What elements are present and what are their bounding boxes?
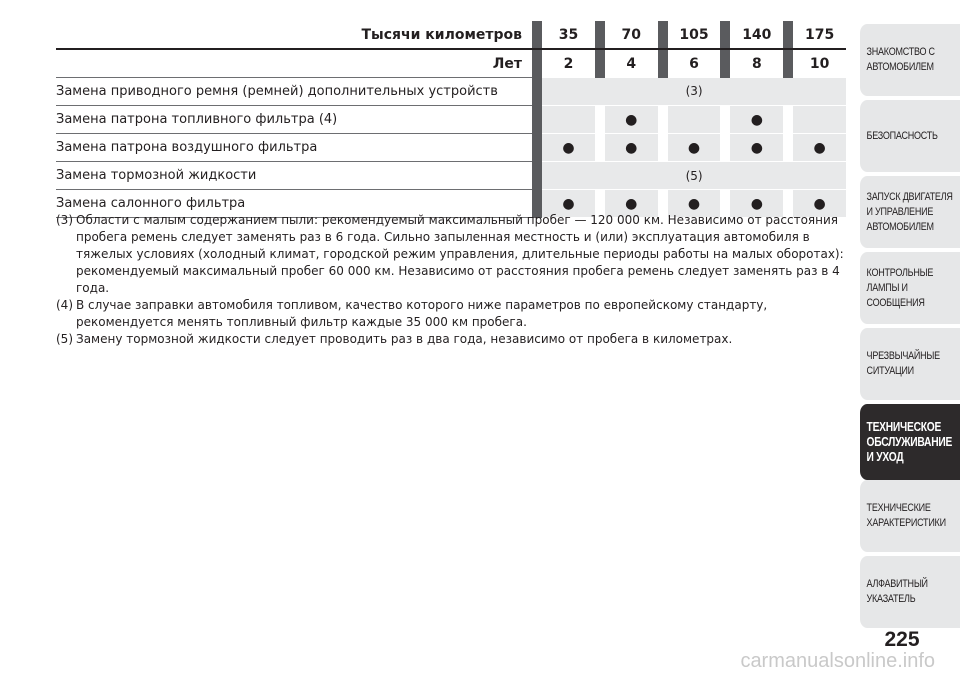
chapter-tab[interactable]	[860, 176, 960, 248]
schedule-cell: ●	[730, 134, 783, 162]
schedule-cell: ●	[730, 190, 783, 218]
footnote	[56, 212, 846, 297]
schedule-cell: ●	[605, 106, 658, 134]
km-header-value: 175	[793, 21, 846, 49]
cell-gap	[720, 134, 730, 162]
footnote-text: Области с малым содержанием пыли: рекомендуемый максимальный пробег — 120 000 км. Независимо от расстояния пробега ремень следует заменять раз в 6 года. Сильно запыленная местность и (или) эксплуатация автомобиля в тяжелых условиях (холодный климат, городской режим управления, длительные периоды работы на малых оборотах): рекомендуемый максимальный пробег 60 000 км. Независимо от расстояния пробега ремень следует заменять раз в 4 года.	[76, 213, 844, 295]
footnote-text: Замену тормозной жидкости следует проводить раз в два года, независимо от пробега в километрах.	[76, 332, 733, 346]
km-header-value: 35	[542, 21, 595, 49]
km-header-value: 140	[730, 21, 783, 49]
column-separator	[595, 49, 605, 78]
column-separator	[532, 162, 542, 190]
table-row	[56, 106, 846, 134]
schedule-cell: ●	[605, 190, 658, 218]
schedule-cell: ●	[668, 134, 721, 162]
column-separator	[783, 49, 793, 78]
column-separator	[532, 106, 542, 134]
chapter-tab[interactable]	[860, 480, 960, 552]
schedule-cell: ●	[793, 190, 846, 218]
chapter-tab-label: БЕЗОПАСНОСТЬ	[866, 129, 938, 142]
years-header-value: 10	[809, 55, 830, 72]
column-separator	[532, 134, 542, 162]
chapter-tab-label: ЗНАКОМСТВО С АВТОМОБИЛЕМ	[866, 46, 935, 73]
km-header-value: 70	[605, 21, 658, 49]
maintenance-schedule-table	[56, 21, 846, 218]
km-header-value: 105	[668, 21, 721, 49]
column-separator	[532, 78, 542, 106]
row-label: Замена тормозной жидкости	[56, 162, 532, 190]
chapter-tab[interactable]	[860, 556, 960, 628]
schedule-cell	[668, 106, 721, 134]
footnote-number: (4)	[56, 298, 73, 312]
schedule-cell: ●	[542, 190, 595, 218]
years-header-value: 4	[626, 55, 637, 72]
schedule-cell	[793, 106, 846, 134]
column-separator	[532, 49, 542, 78]
chapter-tab[interactable]	[860, 404, 960, 480]
row-label: Замена приводного ремня (ремней) дополнительных устройств	[56, 78, 532, 106]
chapter-tab-label: КОНТРОЛЬНЫЕ ЛАМПЫ И СООБЩЕНИЯ	[866, 266, 934, 309]
column-separator	[720, 21, 730, 49]
km-header-label: Тысячи километров	[56, 21, 532, 49]
cell-gap	[658, 134, 668, 162]
watermark: carmanualsonline.info	[740, 650, 935, 672]
chapter-tab-label: АЛФАВИТНЫЙ УКАЗАТЕЛЬ	[866, 578, 928, 605]
years-header-value: 2	[563, 55, 574, 72]
cell-gap	[658, 106, 668, 134]
years-header	[56, 49, 846, 78]
table-row	[56, 134, 846, 162]
schedule-cell: ●	[542, 134, 595, 162]
footnote	[56, 297, 846, 331]
column-separator	[783, 21, 793, 49]
cell-gap	[595, 134, 605, 162]
chapter-tab-label: ЧРЕЗВЫЧАЙНЫЕ СИТУАЦИИ	[866, 350, 940, 377]
row-label: Замена патрона топливного фильтра (4)	[56, 106, 532, 134]
row-label: Замена салонного фильтра	[56, 190, 532, 218]
chapter-tab-label: ЗАПУСК ДВИГАТЕЛЯ И УПРАВЛЕНИЕ АВТОМОБИЛЕМ	[866, 190, 953, 233]
chapter-tab[interactable]	[860, 252, 960, 324]
footnote	[56, 331, 846, 348]
schedule-cell: ●	[730, 106, 783, 134]
footnote-text: В случае заправки автомобиля топливом, качество которого ниже параметров по европейскому стандарту, рекомендуется менять топливный фильтр каждые 35 000 км пробега.	[76, 298, 768, 329]
column-separator	[720, 49, 730, 78]
footnote-number: (5)	[56, 332, 73, 346]
schedule-cell: ●	[668, 190, 721, 218]
schedule-cell: ●	[605, 134, 658, 162]
row-note-ref: (3)	[542, 78, 846, 106]
schedule-cell	[542, 106, 595, 134]
chapter-tab-label: ТЕХНИЧЕСКОЕ ОБСЛУЖИВАНИЕ И УХОД	[866, 419, 953, 464]
column-separator	[658, 49, 668, 78]
cell-gap	[783, 106, 793, 134]
years-header-value: 6	[689, 55, 699, 72]
table-row	[56, 162, 846, 190]
km-header	[56, 21, 846, 49]
years-header-value: 8	[751, 55, 762, 72]
chapter-tab[interactable]	[860, 24, 960, 96]
footnote-number: (3)	[56, 213, 73, 227]
row-label: Замена патрона воздушного фильтра	[56, 134, 532, 162]
cell-gap	[595, 106, 605, 134]
schedule-cell: ●	[793, 134, 846, 162]
column-separator	[595, 21, 605, 49]
table-row	[56, 78, 846, 106]
chapter-tab[interactable]	[860, 328, 960, 400]
cell-gap	[783, 134, 793, 162]
years-header-label: Лет	[56, 49, 532, 78]
chapter-tab-label: ТЕХНИЧЕСКИЕ ХАРАКТЕРИСТИКИ	[866, 502, 946, 529]
row-note-ref: (5)	[542, 162, 846, 190]
footnotes	[56, 212, 846, 348]
page-number: 225	[884, 628, 920, 651]
cell-gap	[720, 106, 730, 134]
column-separator	[532, 21, 542, 49]
chapter-tab[interactable]	[860, 100, 960, 172]
column-separator	[658, 21, 668, 49]
